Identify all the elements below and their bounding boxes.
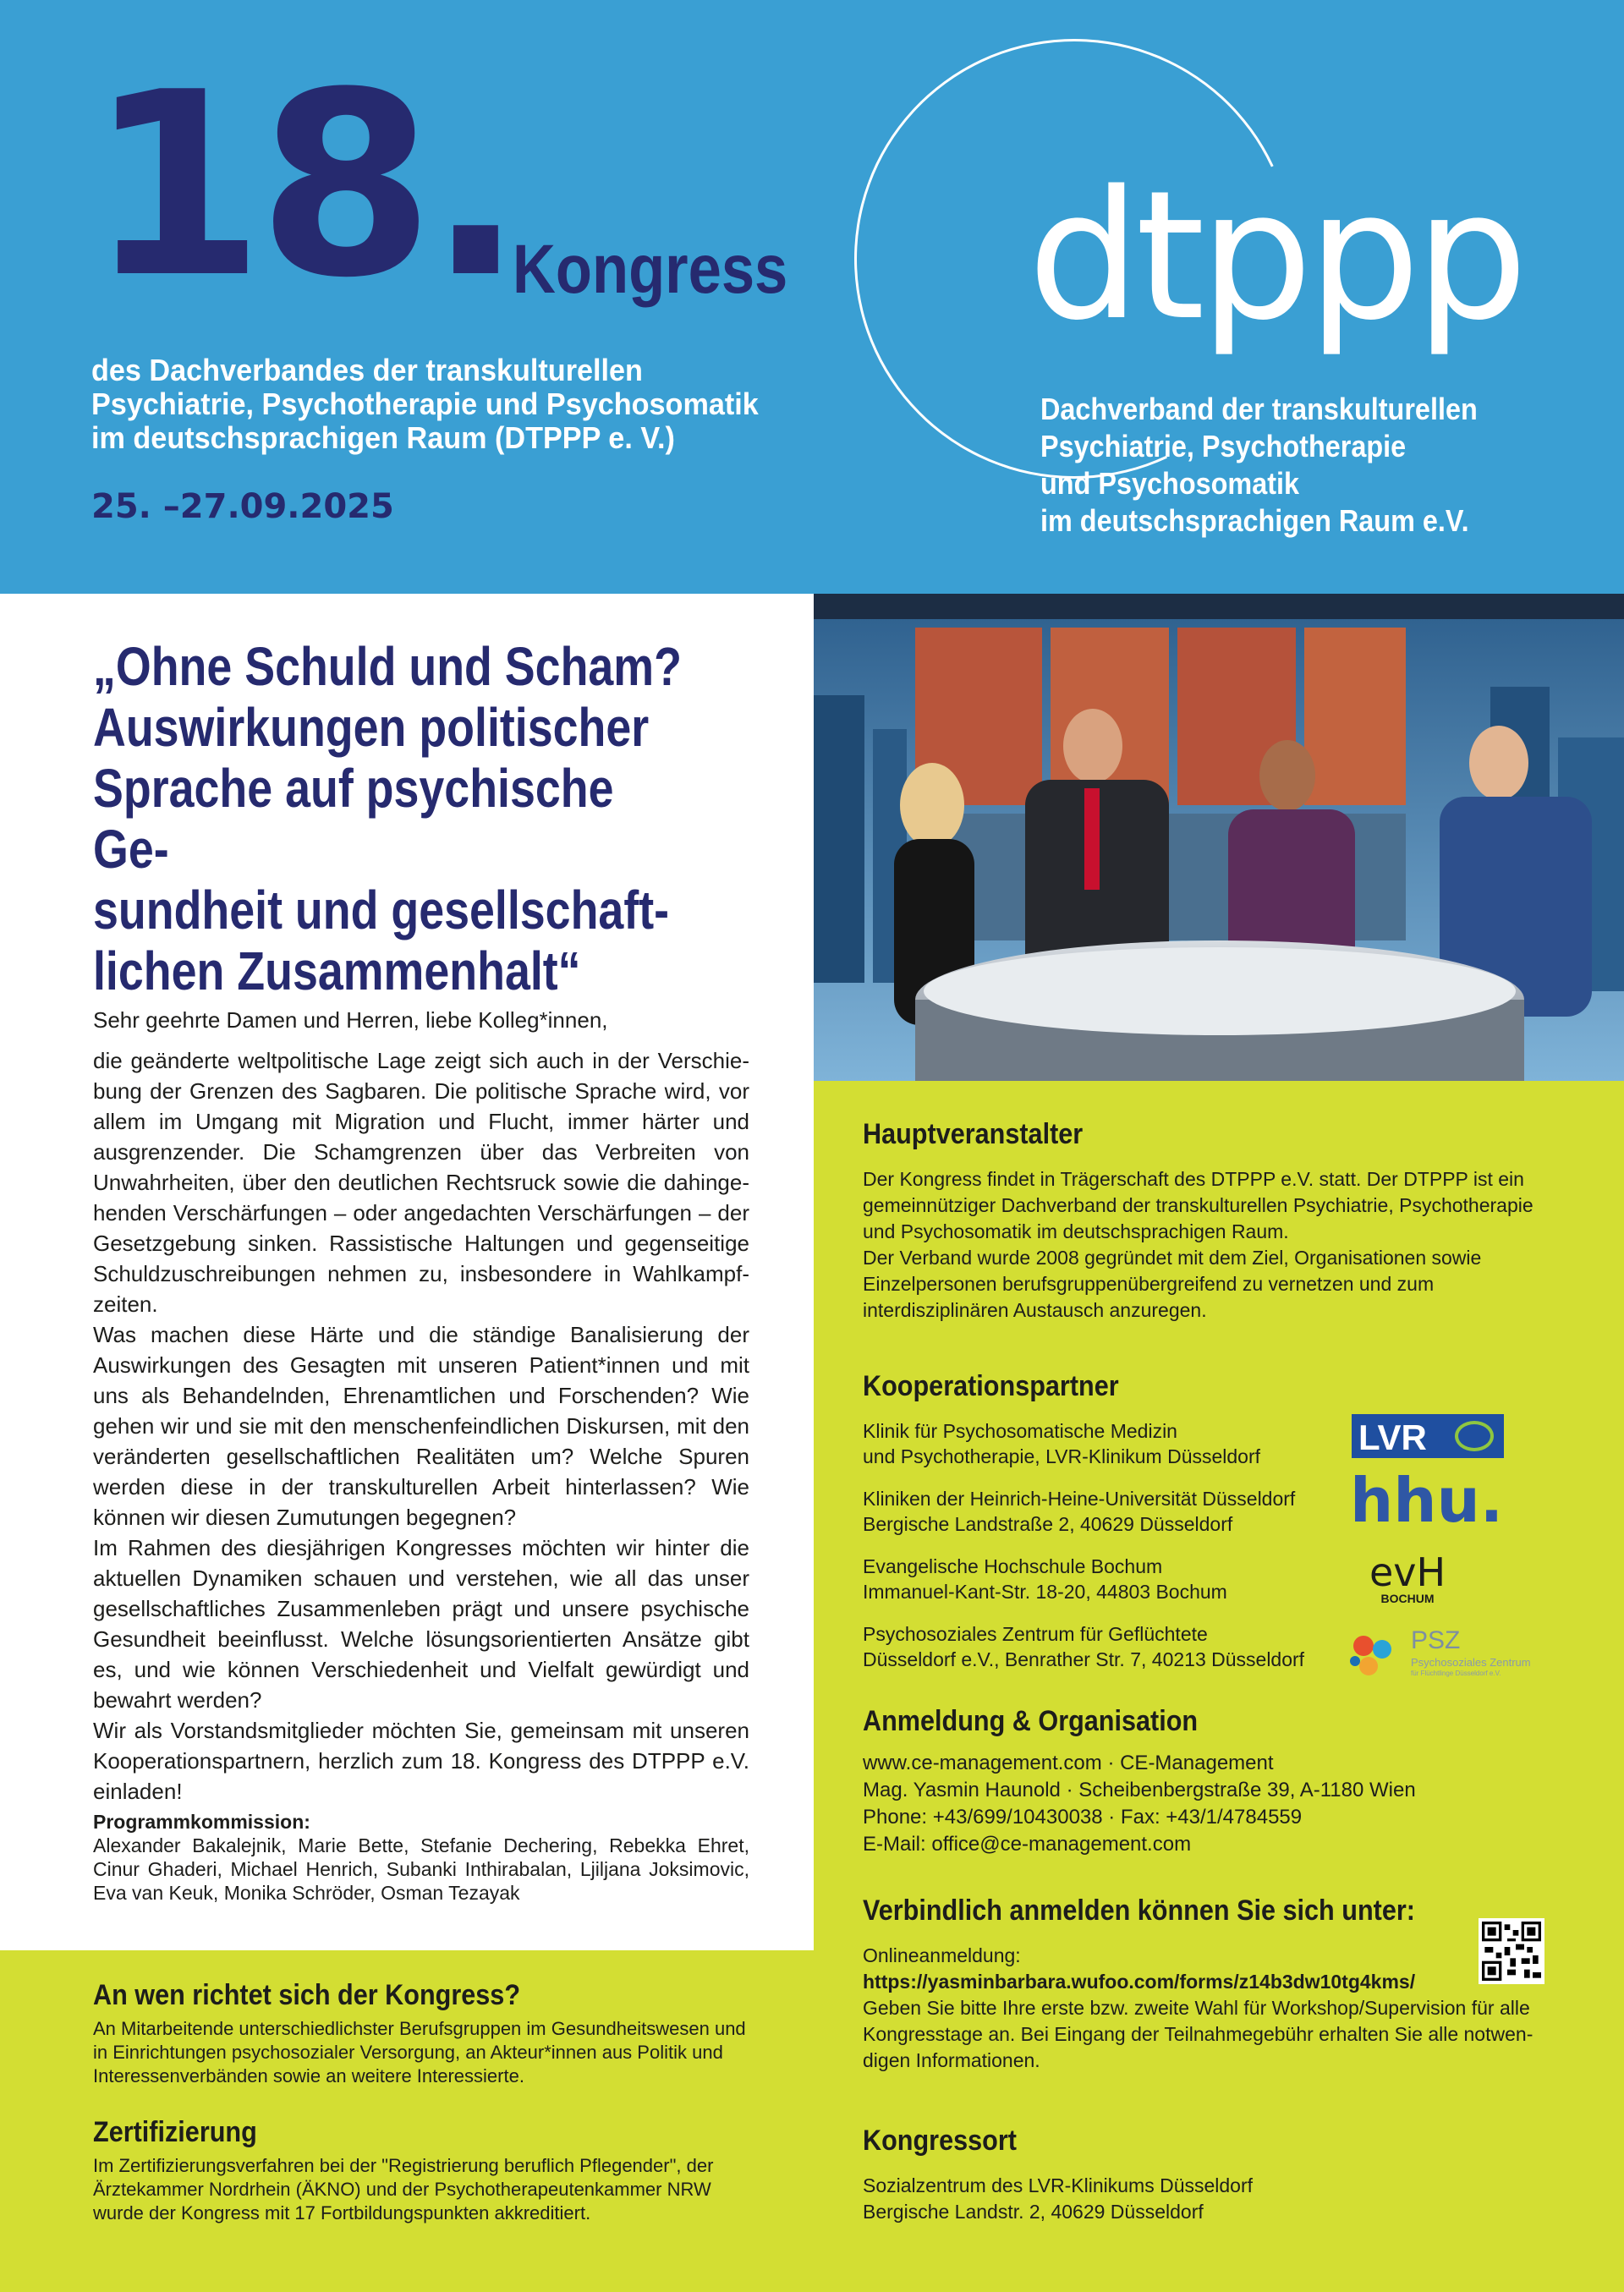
partner-line: Psychosoziales Zentrum für Geflüchtete [863,1623,1208,1645]
motto-line: sundheit und gesellschaft- [93,880,670,940]
org-line: im deutschsprachigen Raum e.V. [1040,503,1469,538]
certification-title: Zertifizierung [93,2116,257,2148]
motto-line: „Ohne Schuld und Scham? [93,636,682,697]
congress-subtitle [91,354,798,455]
audience-section [93,1979,753,2088]
subtitle-line: Psychiatrie, Psychotherapie und Psychosomatik [91,387,759,421]
program-committee-title: Programmkommission: [93,1811,310,1833]
registration-body [863,1943,1539,2074]
psz-logo [1345,1627,1539,1681]
venue-line: Bergische Landstr. 2, 40629 Düsseldorf [863,2201,1204,2223]
congress-motto [93,636,690,1001]
psz-logo-text: PSZ [1411,1626,1461,1654]
partners-list [863,1418,1320,1672]
motto-line: Sprache auf psychische Ge- [93,758,614,880]
qr-code-icon [1482,1922,1541,1981]
host-title: Hauptveranstalter [863,1118,1084,1150]
lvr-logo [1352,1414,1504,1458]
audience-title: An wen richtet sich der Kongress? [93,1979,521,2011]
congress-date: 25. –27.09.2025 [91,487,394,526]
partner-line: Immanuel-Kant-Str. 18-20, 44803 Bochum [863,1581,1227,1603]
venue-title: Kongressort [863,2125,1017,2157]
organisation-line: www.ce-management.com · CE-Management [863,1752,1274,1774]
evh-logo-sub: BOCHUM [1380,1592,1435,1605]
evh-logo [1352,1549,1463,1605]
program-committee-names: Alexander Bakalejnik, Marie Bette, Stefanie Dechering, Rebekka Ehret, Cinur Ghaderi, Michael Henrich, Subanki Inthirabalan, Ljiljana Joksimovic, Eva van Keuk, Monika Schröder, Osman Tezayak [93,1834,749,1904]
organisation-line: E-Mail: office@ce-management.com [863,1833,1192,1856]
logo-text: dtppp [1028,173,1523,359]
header-banner [0,0,1624,594]
letter-greeting: Sehr geehrte Damen und Herren, liebe Kolleg*innen, [93,1007,608,1033]
subtitle-line: des Dachverbandes der transkulturellen [91,353,643,387]
organisation-line: Phone: +43/699/10430038 · Fax: +43/1/4784559 [863,1806,1303,1829]
congress-number: 18. [88,38,518,333]
partner-item [863,1621,1320,1672]
tv-studio-photo [814,594,1624,1081]
registration-section [863,1894,1539,2074]
certification-section [93,2116,753,2225]
host-section [863,1118,1556,1324]
lvr-logo-text: LVR [1358,1417,1427,1457]
partners-title: Kooperationspartner [863,1370,1119,1402]
partner-line: Bergische Landstraße 2, 40629 Düsseldorf [863,1513,1233,1535]
organisation-section [863,1705,1590,1858]
certification-text: Im Zertifizierungsverfahren bei der "Registrierung beruflich Pflegender", der Ärztekammer Nordrhein (ÄKNO) und der Psychotherapeutenkammer NRW wurde der Kongress mit 17 Fortbildungspunkten akkreditiert. [93,2155,714,2223]
studio-illustration [814,594,1624,1081]
invitation-letter [93,1005,749,1807]
online-label: Onlineanmeldung: [863,1944,1021,1966]
dtppp-logo [1028,173,1535,376]
letter-paragraph: Was machen diese Härte und die ständige Banalisierung der Auswirkungen des Gesagten mit unseren Patient*innen und mit uns als Behandelnden, Ehrenamtlichen und Forschenden? Wie gehen wir und sie mit den menschenfeindlichen Diskursen, mit den veränderten gesellschaftlichen Realitäten um? Welche Spuren werden diese in der transkulturellen Arbeit hinterlassen? Wie können wir diesen Zumutungen begegnen? [93,1322,749,1530]
partner-line: Düsseldorf e.V., Benrather Str. 7, 40213 Düsseldorf [863,1648,1305,1670]
venue-line: Sozialzentrum des LVR-Klinikums Düsseldorf [863,2174,1254,2196]
motto-line: lichen Zusammenhalt“ [93,940,581,1001]
hhu-logo: hhu. [1350,1465,1504,1536]
registration-text: Geben Sie bitte Ihre erste bzw. zweite Wahl für Workshop/Supervision für alle Kongresstage an. Bei Eingang der Teilnahmegebühr erhalten Sie alle notwendigen Informationen. [863,1997,1533,2071]
org-line: Dachverband der transkulturellen [1040,392,1478,426]
partner-line: Evangelische Hochschule Bochum [863,1555,1163,1577]
registration-title: Verbindlich anmelden können Sie sich unter: [863,1894,1415,1927]
letter-paragraph: Wir als Vorstandsmitglieder möchten Sie, gemeinsam mit unseren Kooperationspartnern, herzlich zum 18. Kongress des DTPPP e.V. einladen! [93,1718,749,1804]
partner-item [863,1554,1320,1604]
org-line: Psychiatrie, Psychotherapie [1040,429,1407,463]
motto-line: Auswirkungen politischer [93,697,650,758]
host-text: Der Kongress findet in Trägerschaft des DTPPP e.V. statt. Der DTPPP ist ein gemeinnütziger Dachverband der transkulturellen Psychiatrie, Psychotherapie und Psychosomatik im deutschsprachigen Raum. [863,1168,1533,1242]
psz-logo-sub2: für Flüchtlinge Düsseldorf e.V. [1411,1670,1501,1677]
lvr-mark-icon [1455,1421,1494,1451]
evh-logo-text: evH [1369,1549,1446,1595]
audience-text: An Mitarbeitende unterschiedlichster Berufsgruppen im Gesundheitswesen und in Einrichtungen psychosozialer Versorgung, an Akteur*innen aus Politik und Interessenverbänden sowie an weitere Interessierte. [93,2018,746,2086]
qr-code[interactable] [1479,1918,1544,1984]
venue-section [863,2125,1539,2225]
registration-link[interactable]: https://yasminbarbara.wufoo.com/forms/z14b3dw10tg4kms/ [863,1971,1416,1993]
venue-address [863,2173,1539,2225]
org-line: und Psychosomatik [1040,466,1300,501]
partner-item [863,1418,1320,1469]
organisation-title: Anmeldung & Organisation [863,1705,1199,1737]
org-description [1040,391,1528,540]
psz-mark-icon [1345,1627,1401,1681]
letter-paragraph: die geänderte weltpolitische Lage zeigt sich auch in der Verschiebung der Grenzen des Sagbaren. Die politische Sprache wird, vor allem im Umgang mit Migration und Flucht, immer härter und ausgrenzender. Die Schamgrenzen über das Verbreiten von Unwahrheiten, über den deutlichen Rechtsruck sowie die dahingehenden Verschärfungen – oder angedachten Verschärfungen – der Gesetzgebung sinken. Rassistische Haltungen und gegenseitige Schuldzuschreibungen nehmen zu, insbesondere in Wahlkampfzeiten. [93,1048,749,1317]
partner-line: Kliniken der Heinrich-Heine-Universität Düsseldorf [863,1488,1296,1510]
congress-label: Kongress [513,231,788,308]
organisation-line: Mag. Yasmin Haunold · Scheibenbergstraße 39, A-1180 Wien [863,1779,1416,1801]
partner-line: und Psychotherapie, LVR-Klinikum Düsseldorf [863,1445,1261,1467]
program-committee [93,1810,749,1905]
psz-logo-sub: Psychosoziales Zentrum [1411,1656,1531,1669]
letter-paragraph: Im Rahmen des diesjährigen Kongresses möchten wir hinter die aktuellen Dynamiken schauen und verstehen, wie all das unser gesellschaftliches Zusammenleben prägt und unsere psychische Gesundheit beeinflusst. Welche lösungsorientierten Ansätze gibt es, und wie können Verschiedenheit und Vielfalt gewürdigt und bewahrt werden? [93,1535,749,1713]
organisation-details [863,1750,1590,1858]
host-text: Der Verband wurde 2008 gegründet mit dem Ziel, Organisationen sowie Einzelpersonen berufsgruppenübergreifend zu vernetzen und zum interdisziplinären Austausch anzuregen. [863,1247,1482,1321]
partner-line: Klinik für Psychosomatische Medizin [863,1420,1177,1442]
subtitle-line: im deutschsprachigen Raum (DTPPP e. V.) [91,420,675,455]
partner-item [863,1486,1320,1537]
